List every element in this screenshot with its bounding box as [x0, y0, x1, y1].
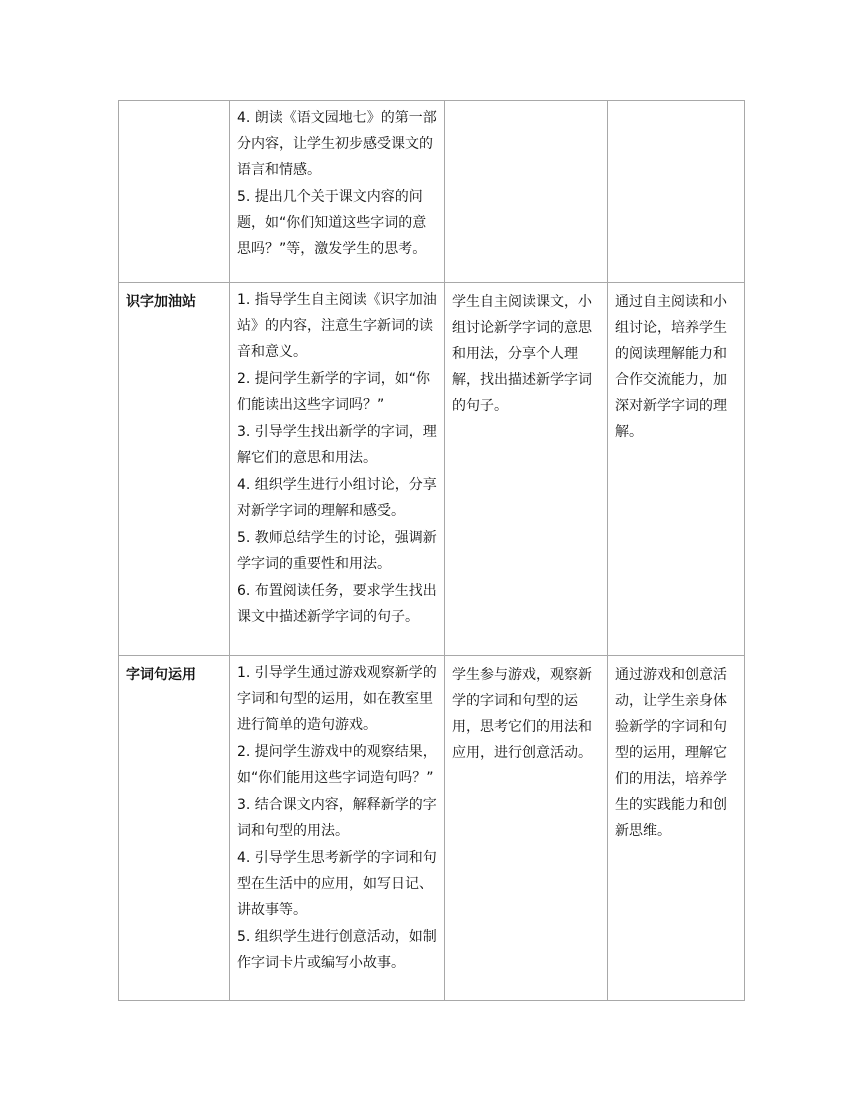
teacher-step: 4. 引导学生思考新学的字词和句型在生活中的应用，如写日记、讲故事等。	[237, 850, 437, 918]
teacher-step: 1. 引导学生通过游戏观察新学的字词和句型的运用，如在教室里进行简单的造句游戏。	[237, 665, 437, 733]
table-row	[119, 283, 745, 656]
student-activity-cell	[445, 101, 608, 283]
teacher-step: 1. 指导学生自主阅读《识字加油站》的内容，注意生字新词的读音和意义。	[237, 292, 437, 360]
teacher-step: 6. 布置阅读任务，要求学生找出课文中描述新学字词的句子。	[237, 583, 437, 625]
teacher-step: 4. 组织学生进行小组讨论，分享对新学字词的理解和感受。	[237, 477, 437, 519]
teacher-step: 4. 朗读《语文园地七》的第一部分内容，让学生初步感受课文的语言和情感。	[237, 110, 437, 178]
student-activity-cell	[445, 283, 608, 656]
lesson-plan-table	[118, 100, 745, 1001]
teacher-activity-cell	[230, 656, 445, 1001]
teacher-step: 5. 教师总结学生的讨论，强调新学字词的重要性和用法。	[237, 530, 437, 572]
design-intent-cell	[608, 101, 745, 283]
student-activity-text: 学生自主阅读课文，小组讨论新学字词的意思和用法，分享个人理解，找出描述新学字词的句子。	[452, 294, 592, 414]
teacher-step: 5. 提出几个关于课文内容的问题，如“你们知道这些字词的意思吗？”等，激发学生的思考。	[237, 189, 427, 257]
teacher-activity-cell	[230, 283, 445, 656]
stage-cell: 字词句运用	[119, 656, 230, 1001]
design-intent-cell	[608, 656, 745, 1001]
teacher-step: 3. 结合课文内容，解释新学的字词和句型的用法。	[237, 797, 437, 839]
stage-cell	[119, 101, 230, 283]
table-row	[119, 656, 745, 1001]
table-row	[119, 101, 745, 283]
design-intent-text: 通过自主阅读和小组讨论，培养学生的阅读理解能力和合作交流能力，加深对新学字词的理解。	[615, 294, 727, 440]
teacher-step: 3. 引导学生找出新学的字词，理解它们的意思和用法。	[237, 424, 437, 466]
student-activity-cell	[445, 656, 608, 1001]
design-intent-cell	[608, 283, 745, 656]
teacher-step: 5. 组织学生进行创意活动，如制作字词卡片或编写小故事。	[237, 929, 437, 971]
stage-cell: 识字加油站	[119, 283, 230, 656]
teacher-step: 2. 提问学生游戏中的观察结果，如“你们能用这些字词造句吗？”	[237, 744, 437, 786]
teacher-activity-cell	[230, 101, 445, 283]
teacher-step: 2. 提问学生新学的字词，如“你们能读出这些字词吗？”	[237, 371, 431, 413]
student-activity-text: 学生参与游戏，观察新学的字词和句型的运用，思考它们的用法和应用，进行创意活动。	[452, 667, 592, 761]
design-intent-text: 通过游戏和创意活动，让学生亲身体验新学的字词和句型的运用，理解它们的用法，培养学生的实践能力和创新思维。	[615, 667, 727, 839]
